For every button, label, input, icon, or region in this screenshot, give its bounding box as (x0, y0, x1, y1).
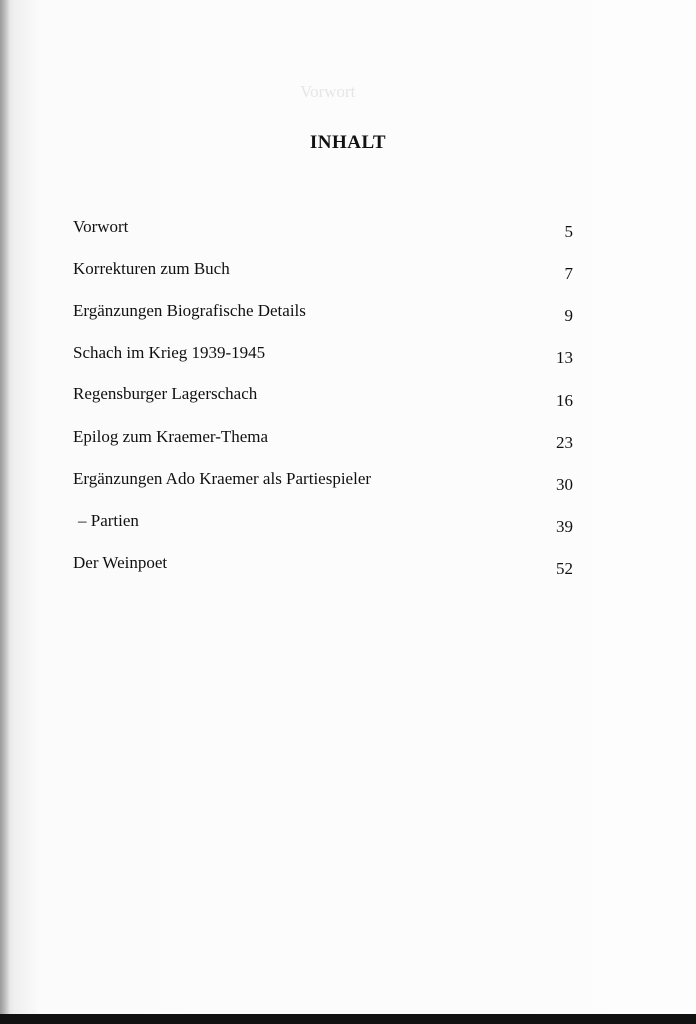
page-bottom-edge (0, 1014, 696, 1024)
toc-entry-title: – Partien (78, 511, 139, 530)
toc-entry-title: Ergänzungen Biografische Details (73, 301, 306, 320)
toc-entry-title: Epilog zum Kraemer-Thema (73, 427, 269, 446)
contents-heading: INHALT (309, 132, 387, 153)
toc-entry-page: 9 (564, 306, 573, 325)
toc-entry-page: 5 (564, 222, 573, 241)
toc-entry (73, 384, 573, 408)
toc-entry-page: 52 (556, 559, 573, 578)
show-through-heading: Vorwort (300, 82, 356, 101)
toc-entry (73, 343, 573, 367)
toc-entry-title: Korrekturen zum Buch (73, 259, 230, 278)
toc-entry-page: 16 (556, 391, 573, 410)
toc-entry-page: 7 (564, 264, 573, 283)
toc-entry-title: Schach im Krieg 1939-1945 (73, 343, 266, 362)
toc-entry-title: Ergänzungen Ado Kraemer als Partiespieler (73, 469, 372, 488)
toc-entry-title: Regensburger Lagerschach (73, 384, 258, 403)
toc-entry (73, 427, 573, 451)
toc-entry (73, 553, 573, 577)
toc-entry-page: 23 (556, 433, 573, 452)
toc-entry-page: 39 (556, 517, 573, 536)
toc-entry-title: Der Weinpoet (73, 553, 168, 572)
toc-entry (73, 469, 573, 493)
toc-entry-title: Vorwort (73, 217, 129, 236)
toc-entry-page: 30 (556, 475, 573, 494)
toc-entry (73, 301, 573, 325)
toc-entry (73, 259, 573, 283)
toc-entry (73, 511, 573, 535)
toc-entry-page: 13 (556, 348, 573, 367)
toc-entry (73, 217, 573, 241)
